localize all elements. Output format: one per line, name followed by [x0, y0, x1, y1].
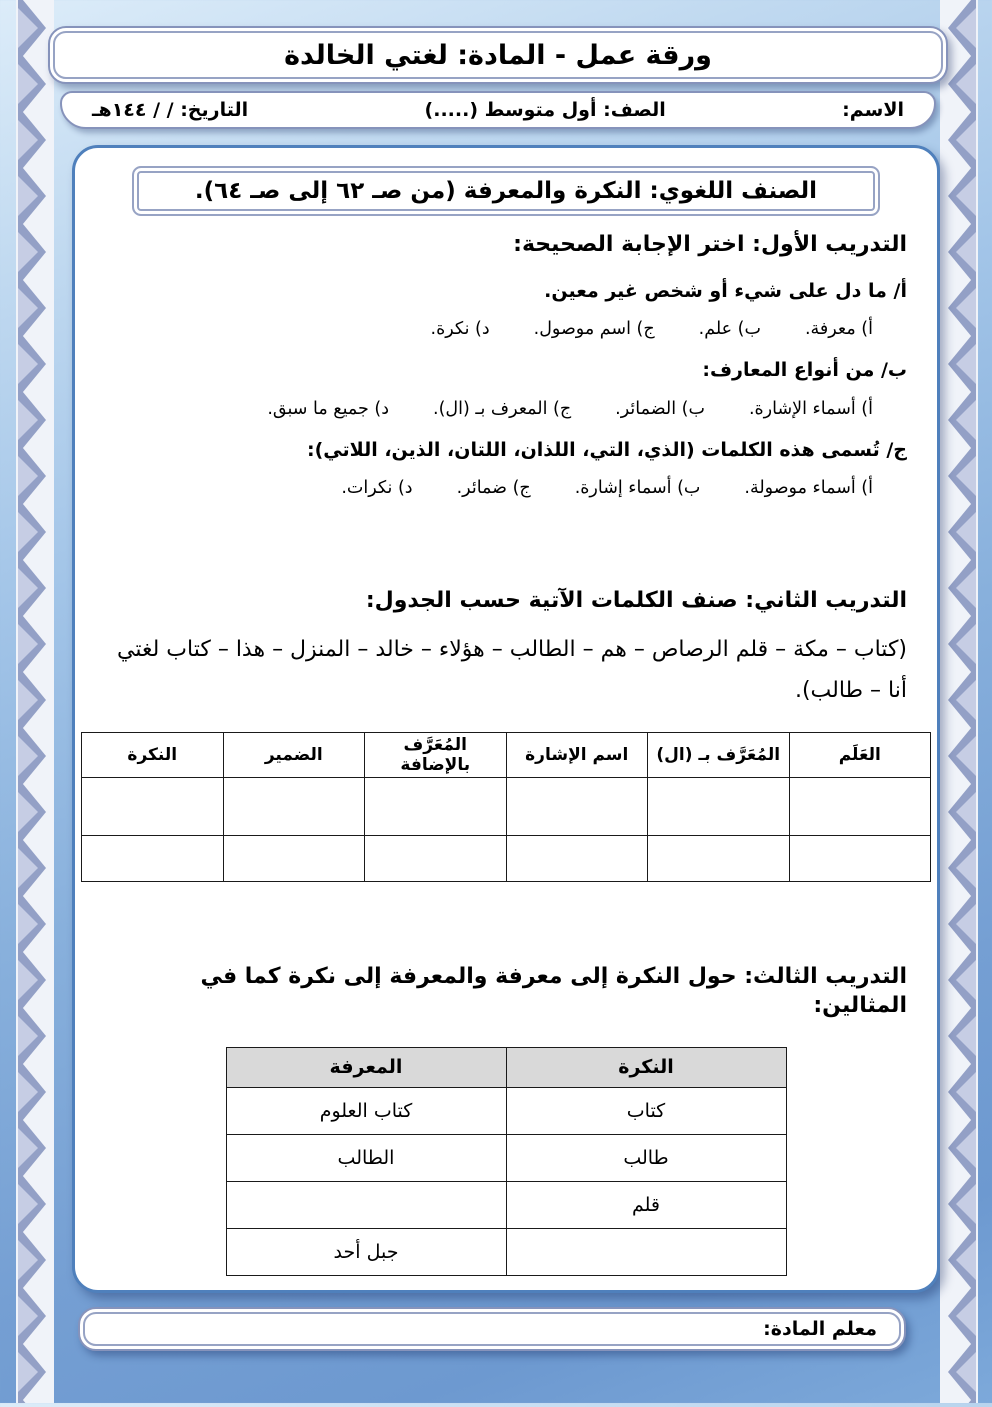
answer-cell [506, 777, 648, 835]
question-c [105, 437, 907, 499]
exercise-3-section [81, 962, 931, 1021]
answer-cell [82, 777, 224, 835]
answer-cell [789, 777, 931, 835]
indefinite-cell: طالب [506, 1134, 786, 1181]
question-c-prompt: ج/ تُسمى هذه الكلمات (الذي، التي، اللذان، اللتان، الذين، اللاتي): [307, 438, 907, 461]
choice-option: د) نكرات. [341, 478, 413, 499]
answer-cell [82, 835, 224, 881]
choice-option: ج) ضمائر. [456, 478, 531, 499]
table-header-row [82, 732, 931, 777]
choice-option: أ) أسماء الإشارة. [748, 398, 873, 419]
answer-cell [789, 835, 931, 881]
worksheet-title-banner [48, 26, 948, 84]
column-header-demonstrative: اسم الإشارة [506, 732, 648, 777]
name-field-label: الاسم: [842, 99, 904, 121]
indefinite-cell: كتاب [506, 1087, 786, 1134]
answer-cell [365, 835, 507, 881]
question-b-choices [105, 399, 907, 419]
table-row [226, 1087, 786, 1134]
worksheet-content [48, 26, 948, 1351]
column-header-indefinite: النكرة [82, 732, 224, 777]
answer-cell [223, 835, 365, 881]
definite-cell: جبل أحد [226, 1228, 506, 1275]
question-c-choices [105, 478, 907, 498]
classification-table [81, 732, 931, 882]
table-row [226, 1181, 786, 1228]
exercise-1-title: التدريب الأول: اختر الإجابة الصحيحة: [513, 232, 907, 257]
classification-table-header [82, 732, 931, 777]
exercise-2-title: التدريب الثاني: صنف الكلمات الآتية حسب الجدول: [365, 588, 907, 614]
column-header-definite: المعرفة [226, 1047, 506, 1087]
question-a-prompt: أ/ ما دل على شيء أو شخص غير معين. [544, 279, 907, 302]
choice-option: ب) الضمائر. [615, 398, 705, 419]
question-a-choices [105, 319, 907, 339]
worksheet-title-frame [53, 31, 943, 79]
choice-option: ج) المعرف بـ (ال). [433, 398, 572, 419]
column-header-indefinite: النكرة [506, 1047, 786, 1087]
class-field-label: الصف: أول متوسط (.....) [424, 99, 666, 121]
worksheet-title: ورقة عمل - المادة: لغتي الخالدة [284, 39, 712, 71]
choice-option: د) جميع ما سبق. [267, 398, 390, 419]
indefinite-cell: قلم [506, 1181, 786, 1228]
conversion-table [226, 1047, 787, 1276]
student-info-bar [60, 91, 936, 129]
column-header-proper-noun: العَلَم [789, 732, 931, 777]
table-row [82, 777, 931, 835]
choice-option: أ) أسماء موصولة. [744, 478, 873, 499]
definite-cell: كتاب العلوم [226, 1087, 506, 1134]
table-row [82, 835, 931, 881]
lesson-title-box [132, 166, 880, 216]
teacher-banner-frame [83, 1312, 901, 1346]
choice-option: أ) معرفة. [804, 319, 873, 340]
answer-cell [506, 835, 648, 881]
worksheet-body [72, 145, 940, 1293]
choice-option: د) نكرة. [430, 319, 490, 340]
indefinite-cell [506, 1228, 786, 1275]
question-b [105, 357, 907, 419]
answer-cell [648, 777, 790, 835]
exercise-1-section [81, 230, 931, 498]
column-header-definite-idafa: المُعَرَّف بالإضافة [365, 732, 507, 777]
teacher-banner [78, 1307, 906, 1351]
exercise-2-word-list: (كتاب – مكة – قلم الرصاص – هم – الطالب – هؤلاء – خالد – المنزل – هذا – كتاب لغتي أنا – طالب). [117, 637, 907, 703]
choice-option: ب) علم. [698, 319, 761, 340]
choice-option: ب) أسماء إشارة. [574, 478, 701, 499]
column-header-pronoun: الضمير [223, 732, 365, 777]
question-b-prompt: ب/ من أنواع المعارف: [702, 359, 907, 382]
answer-cell [223, 777, 365, 835]
table-row [226, 1134, 786, 1181]
column-header-definite-al: المُعَرَّف بـ (ال) [648, 732, 790, 777]
table-header-row [226, 1047, 786, 1087]
answer-cell [648, 835, 790, 881]
exercise-2-section [81, 586, 931, 711]
choice-option: ج) اسم موصول. [533, 319, 655, 340]
answer-cell [365, 777, 507, 835]
exercise-3-title: التدريب الثالث: حول النكرة إلى معرفة والمعرفة إلى نكرة كما في المثالين: [200, 963, 907, 1019]
conversion-table-header [226, 1047, 786, 1087]
definite-cell: الطالب [226, 1134, 506, 1181]
definite-cell [226, 1181, 506, 1228]
teacher-label: معلم المادة: [763, 1318, 877, 1340]
question-a [105, 278, 907, 340]
date-field-label: التاريخ: / / ١٤٤هـ [92, 99, 249, 121]
lesson-title: الصنف اللغوي: النكرة والمعرفة (من صـ ٦٢ إلى صـ ٦٤). [194, 178, 818, 204]
table-row [226, 1228, 786, 1275]
